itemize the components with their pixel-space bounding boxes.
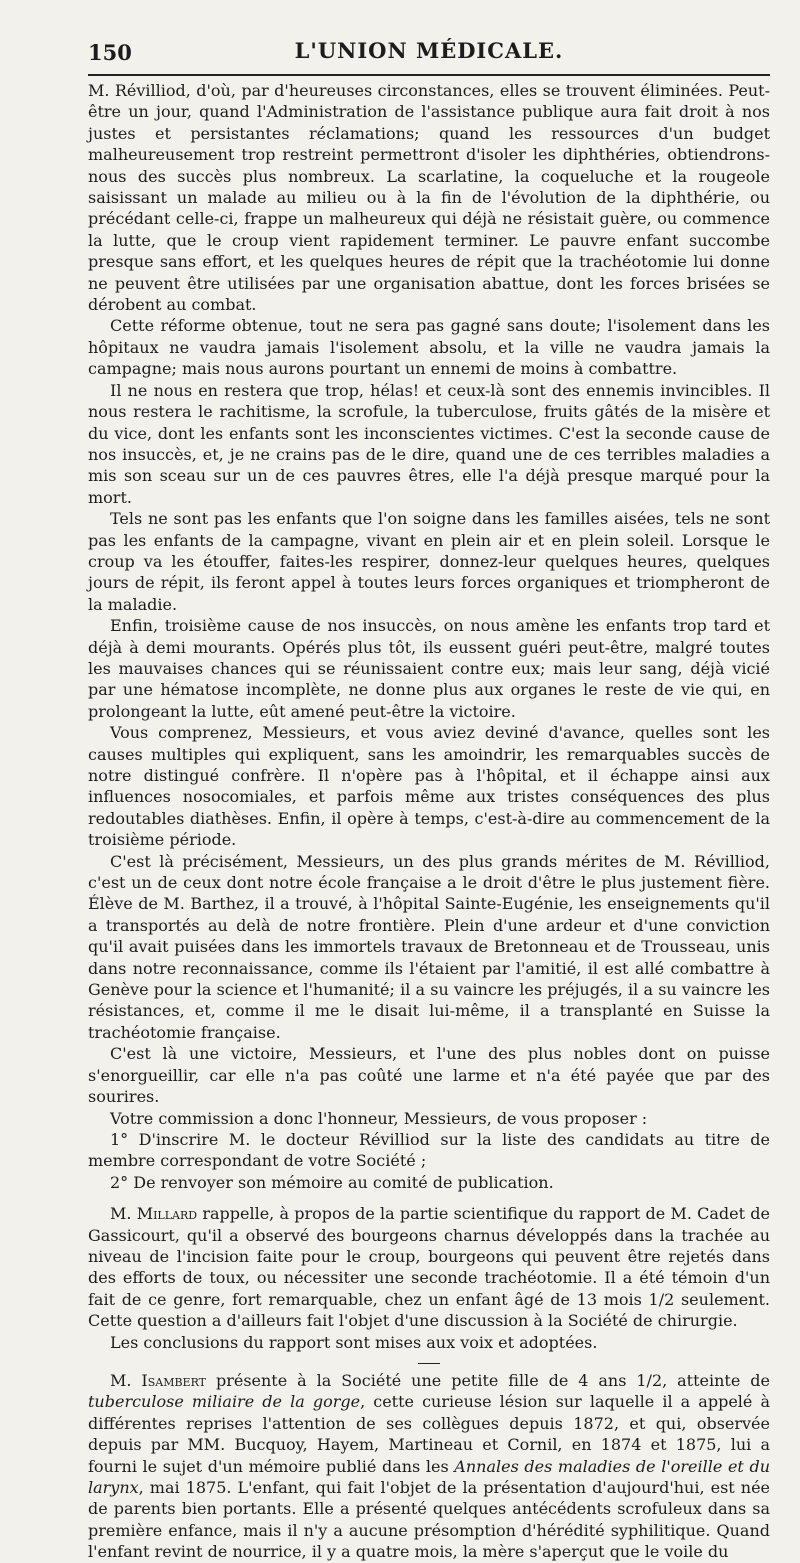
running-title: L'UNION MÉDICALE.: [294, 38, 564, 63]
paragraph-isambert: [88, 1370, 770, 1563]
paragraph: Tels ne sont pas les enfants que l'on soigne dans les familles aisées, tels ne sont pas les enfants de la campagne, vivant en plein air et en plein soleil. Lorsque le croup va les étouffer, faites-les respirer, donnez-leur quelques heures, quelques jours de répit, ils feront appel à toutes leurs forces organiques et triompheront de la maladie.: [88, 509, 770, 614]
page-number: 150: [88, 40, 132, 65]
journal-title: Annales des maladies de l'oreille et du larynx: [88, 1456, 771, 1497]
section-divider: [418, 1363, 440, 1364]
paragraph-millard: [88, 1203, 770, 1331]
paragraph: M. Révilliod, d'où, par d'heureuses circonstances, elles se trouvent éliminées. Peut-être un jour, quand l'Administration de l'assistance publique aura fait droit à nos justes et persistantes réclamations; quand les ressources d'un budget malheureusement trop restreint permettront d'isoler les diphthéries, obtiendrons-nous des succès plus nombreux. La scarlatine, la coqueluche et la rougeole saisissant un malade au milieu ou à la fin de l'évolution de la diphthérie, ou précédant celle-ci, frappe un malheureux qui déjà ne résistait guère, ou commence la lutte, que le croup vient rapidement terminer. Le pauvre enfant succombe presque sans effort, et les quelques heures de répit que la trachéotomie lui donne ne peuvent être utilisées par une organisation abattue, dont les forces brisées se dérobent au combat.: [88, 81, 770, 315]
header-rule: [88, 74, 770, 76]
paragraph: Il ne nous en restera que trop, hélas! et ceux-là sont des ennemis invincibles. Il nous restera le rachitisme, la scrofule, la tuberculose, fruits gâtés de la misère et du vice, dont les enfants sont les inconscientes victimes. C'est la seconde cause de nos insuccès, et, je ne crains pas de le dire, quand une de ces terribles maladies a mis son sceau sur un de ces pauvres êtres, elle l'a déjà presque marqué pour la mort.: [88, 380, 770, 507]
paragraph-text: , mai 1875. L'enfant, qui fait l'objet de la présentation d'aujourd'hui, est née de parents bien portants. Elle a présenté quelques antécédents scrofuleux dans sa première enfance, mais il n'y a aucune présomption d'hérédité syphilitique. Quand l'enfant revint de nourrice, il y a quatre mois, la mère s'aperçut que le voile du: [88, 1478, 770, 1562]
paragraph-conclusions: Les conclusions du rapport sont mises aux voix et adoptées.: [110, 1332, 598, 1352]
body-text: [88, 80, 770, 1563]
paragraph: C'est là précisément, Messieurs, un des plus grands mérites de M. Révilliod, c'est un de ceux dont notre école française a le droit d'être le plus justement fière. Élève de M. Barthez, il a trouvé, à l'hôpital Sainte-Eugénie, les enseignements qu'il a transportés au delà de notre frontière. Plein d'une ardeur et d'une conviction qu'il avait puisées dans les immortels travaux de Bretonneau et de Trousseau, unis dans notre reconnaissance, comme ils l'étaient par l'amitié, il est allé combattre à Genève pour la science et l'humanité; il a su vaincre les préjugés, il a su vaincre les résistances, et, comme il me le disait lui-même, il a transplanté en Suisse la trachéotomie française.: [88, 851, 770, 1042]
paragraph-text: , cette curieuse lésion sur laquelle il a appelé à différentes reprises l'attention de ses collègues depuis 1872, et qui, observée depuis par MM. Bucquoy, Hayem, Martineau et Cornil, en 1874 et 1875, lui a fourni le sujet d'un mémoire publié dans les: [88, 1392, 770, 1476]
paragraph: Cette réforme obtenue, tout ne sera pas gagné sans doute; l'isolement dans les hôpitaux ne vaudra jamais l'isolement absolu, et la ville ne vaudra jamais la campagne; mais nous aurons pourtant un ennemi de moins à combattre.: [88, 316, 770, 379]
proposal-item: 2° De renvoyer son mémoire au comité de publication.: [110, 1172, 554, 1192]
paragraph: Enfin, troisième cause de nos insuccès, on nous amène les enfants trop tard et déjà à demi mourants. Opérés plus tôt, ils eussent guéri peut-être, malgré toutes les mauvaises chances qui se réunissaient contre eux; mais leur sang, déjà vicié par une hématose incomplète, ne donne plus aux organes le reste de vie qui, en prolongeant la lutte, eût amené peut-être la victoire.: [88, 616, 770, 721]
speaker-name: M. Isambert: [110, 1370, 207, 1390]
proposal-item: 1° D'inscrire M. le docteur Révilliod sur la liste des candidats au titre de membre correspondant de votre Société ;: [88, 1129, 770, 1171]
page-header: [88, 36, 770, 66]
paragraph-text: rappelle, à propos de la partie scientifique du rapport de M. Cadet de Gassicourt, qu'il a observé des bourgeons charnus développés dans la trachée au niveau de l'incision faite pour le croup, bourgeons qui peuvent être rejetés dans des efforts de toux, ou nécessiter une seconde trachéotomie. Il a été témoin d'un fait de ce genre, fort remarquable, chez un enfant âgé de 13 mois 1/2 seulement. Cette question a d'ailleurs fait l'objet d'une discussion à la Société de chirurgie.: [88, 1204, 771, 1331]
italic-term: tuberculose miliaire de la gorge: [88, 1392, 361, 1412]
speaker-name: M. Millard: [110, 1204, 198, 1224]
paragraph: Votre commission a donc l'honneur, Messieurs, de vous proposer :: [110, 1108, 648, 1128]
paragraph: C'est là une victoire, Messieurs, et l'une des plus nobles dont on puisse s'enorgueillir, car elle n'a pas coûté une larme et n'a été payée que par des sourires.: [88, 1044, 770, 1107]
paragraph: Vous comprenez, Messieurs, et vous aviez deviné d'avance, quelles sont les causes multiples qui expliquent, sans les amoindrir, les remarquables succès de notre distingué confrère. Il n'opère pas à l'hôpital, et il échappe ainsi aux influences nosocomiales, et parfois même aux tristes conséquences des plus redoutables diathèses. Enfin, il opère à temps, c'est-à-dire au commencement de la troisième période.: [88, 723, 770, 850]
paragraph-text: présente à la Société une petite fille de 4 ans 1/2, atteinte de: [206, 1370, 770, 1390]
